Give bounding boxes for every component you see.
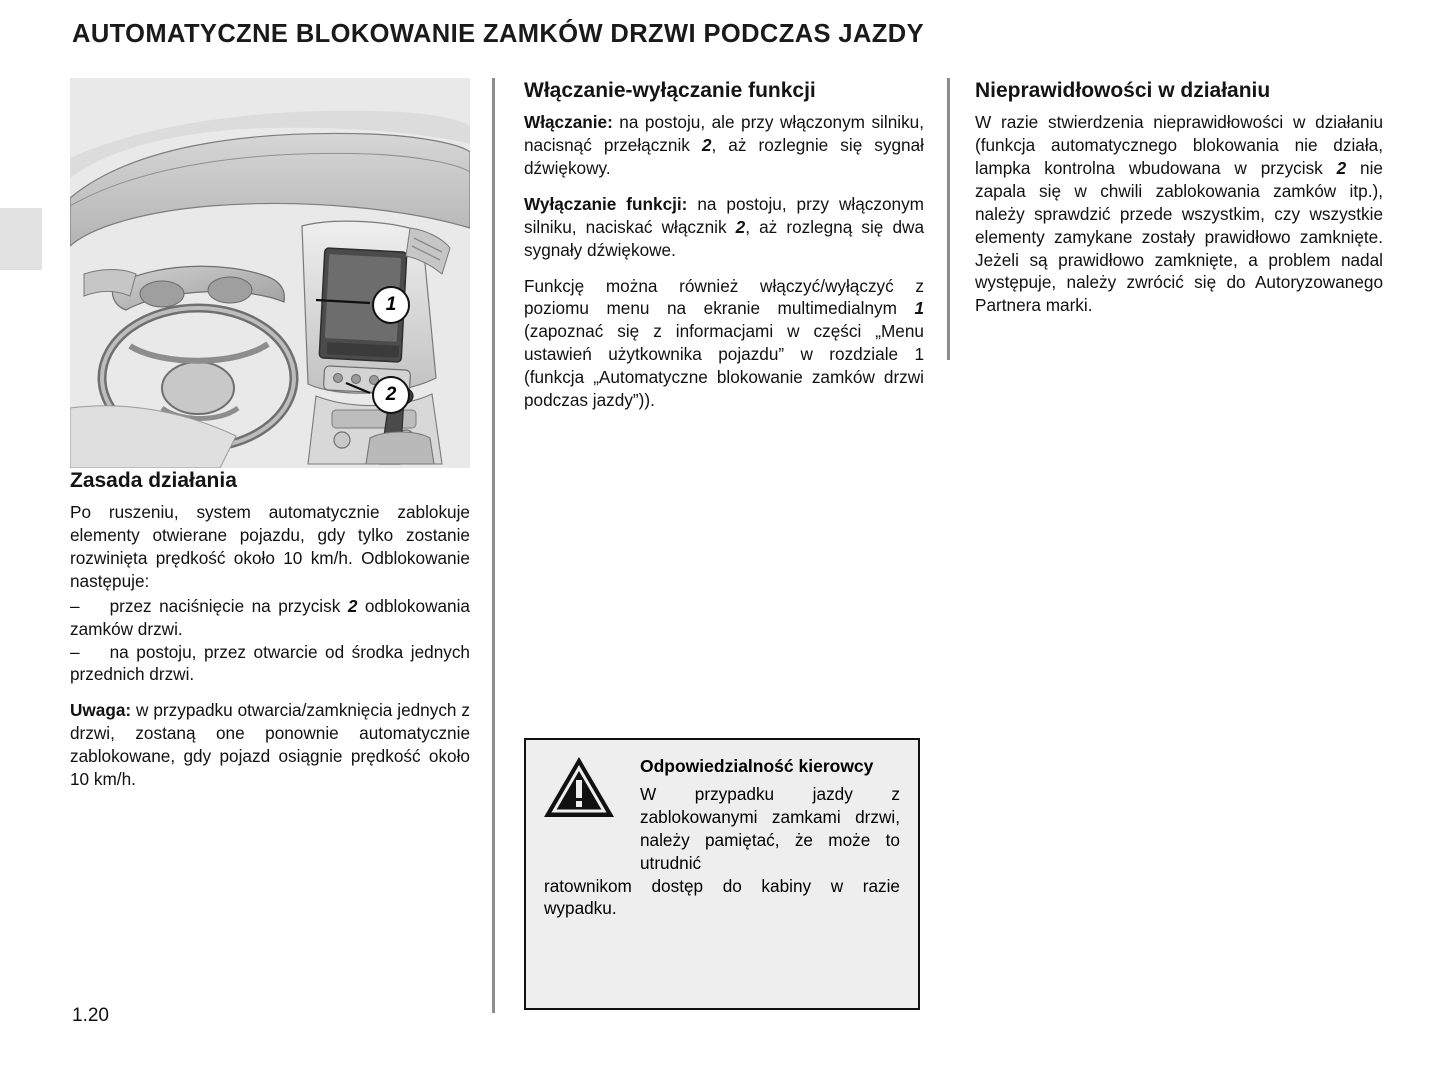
- unlock-item-1-ref: 2: [347, 595, 358, 616]
- disable-text-b: , aż rozlegną się dwa sygnały dźwiękowe.: [524, 216, 924, 260]
- malfunctions-text-b: nie zapala się w chwili zablokowania zamków itp.), należy sprawdzić przede wszystkim, czy wszystkie elementy zamykane zostały prawidłowo zamknięte. Jeżeli są prawidłowo zamknięte, a problem nadal występuje, należy zwrócić się do Autoryzowanego Partnera marki.: [975, 158, 1383, 316]
- menu-paragraph: [524, 275, 924, 412]
- section-heading-malfunctions: Nieprawidłowości w działaniu: [975, 79, 1271, 102]
- column-divider-1: [492, 78, 495, 1013]
- menu-text-b: (zapoznać się z informacjami w części „Menu ustawień użytkownika pojazdu” w rozdziale 1 (funkcja „Automatyczne blokowanie zamków drzwi podczas jazdy”)).: [524, 321, 924, 410]
- callout-1: 1: [372, 286, 410, 324]
- disable-label: Wyłączanie funkcji:: [524, 193, 688, 214]
- menu-text-a: Funkcję można również włączyć/wyłączyć z poziomu menu na ekranie multimedialnym: [524, 275, 924, 319]
- unlock-item-2: [70, 641, 470, 687]
- left-column: [70, 78, 470, 804]
- warning-text-full: ratownikom dostęp do kabiny w razie wypadku.: [544, 875, 900, 919]
- unlock-item-1: [70, 595, 470, 641]
- enable-ref: 2: [701, 135, 712, 156]
- unlock-item-2-text: na postoju, przez otwarcie od środka jednych przednich drzwi.: [70, 641, 470, 685]
- enable-text-b: , aż rozlegnie się sygnał dźwiękowy.: [524, 135, 924, 178]
- warning-title: Odpowiedzialność kierowcy: [640, 756, 874, 776]
- dash-2: –: [70, 641, 80, 662]
- operating-principle-paragraph: Po ruszeniu, system automatycznie zablokuje elementy otwierane pojazdu, gdy tylko zostanie rozwinięta prędkość około 10 km/h. Odblokowanie następuje:: [70, 502, 470, 591]
- warning-inner: [526, 740, 918, 920]
- unlock-item-1-text: przez naciśnięcie na przycisk: [109, 595, 348, 616]
- dashboard-drawing: [70, 78, 470, 468]
- note-text: w przypadku otwarcia/zamknięcia jednych z drzwi, zostaną one ponownie automatycznie zablokowane, gdy pojazd osiągnie prędkość około 10 km/h.: [70, 700, 470, 789]
- unlock-item-1-cont: odblokowania zamków drzwi.: [70, 595, 470, 639]
- malfunctions-paragraph: [975, 111, 1383, 317]
- section-heading-operating-principle: Zasada działania: [70, 469, 237, 492]
- warning-text-indented: W przypadku jazdy z zablokowanymi zamkami drzwi, należy pamiętać, że może to utrudnić: [640, 784, 900, 873]
- callout-2: 2: [372, 376, 410, 414]
- column-divider-2: [947, 78, 950, 360]
- note-label: Uwaga:: [70, 700, 132, 721]
- disable-paragraph: [524, 193, 924, 262]
- page-number: 1.20: [72, 1005, 109, 1026]
- chapter-edge-tab: [0, 208, 42, 270]
- dashboard-illustration: [70, 78, 470, 468]
- malfunctions-text-a: W razie stwierdzenia nieprawidłowości w działaniu (funkcja automatycznego blokowania nie działa, lampka kontrolna wbudowana w przycisk: [975, 112, 1383, 178]
- right-column: [975, 78, 1383, 330]
- dash-1: –: [70, 595, 80, 616]
- disable-text-a: na postoju, przy włączonym silniku, naciskać włącznik: [524, 193, 924, 237]
- menu-ref: 1: [914, 298, 924, 319]
- enable-paragraph: [524, 111, 924, 180]
- enable-label: Włączanie:: [524, 112, 613, 133]
- warning-triangle-icon: [542, 754, 616, 820]
- disable-ref: 2: [735, 216, 746, 237]
- page-title: AUTOMATYCZNE BLOKOWANIE ZAMKÓW DRZWI PODCZAS JAZDY: [72, 20, 925, 48]
- section-heading-enable-disable: Włączanie-wyłączanie funkcji: [524, 79, 816, 102]
- enable-text-a: na postoju, ale przy włączonym silniku, nacisnąć przełącznik: [524, 112, 924, 156]
- middle-column: [524, 78, 924, 425]
- malfunctions-ref: 2: [1336, 158, 1347, 178]
- driver-responsibility-box: [524, 738, 920, 1010]
- note-paragraph: [70, 699, 470, 791]
